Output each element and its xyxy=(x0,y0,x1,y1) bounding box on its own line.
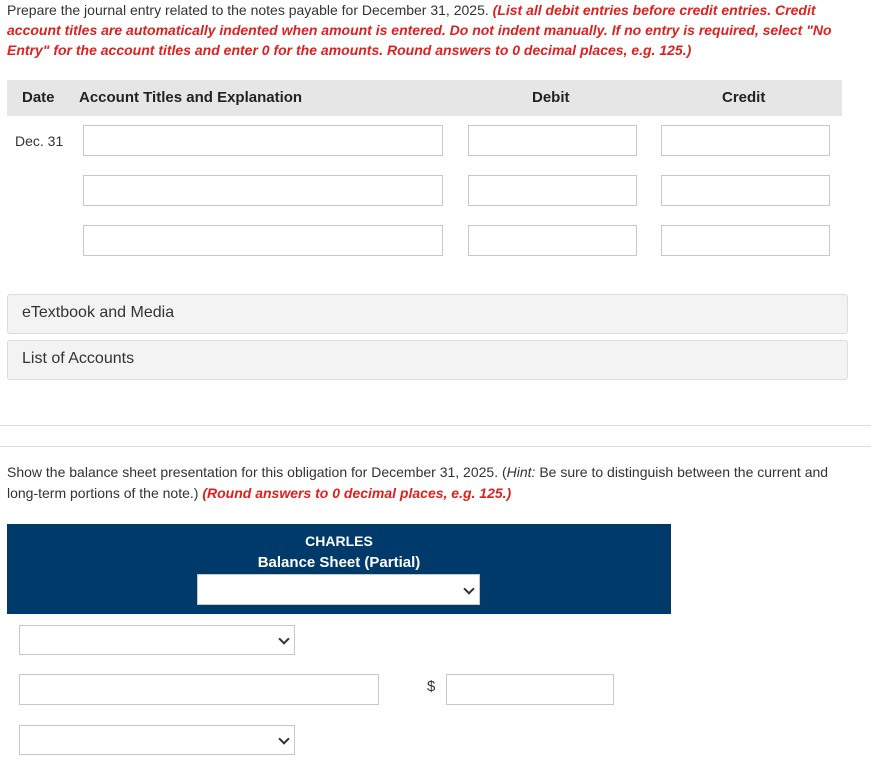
chevron-down-icon xyxy=(278,633,289,644)
list-of-accounts-label: List of Accounts xyxy=(22,350,135,367)
date-select[interactable] xyxy=(197,574,480,605)
journal-instructions xyxy=(7,0,857,60)
journal-header xyxy=(7,80,842,116)
company-name: CHARLES xyxy=(305,533,373,549)
etextbook-media-label: eTextbook and Media xyxy=(22,304,175,321)
balance-sheet-amount-input[interactable] xyxy=(446,674,614,705)
debit-input-2[interactable] xyxy=(468,175,637,206)
header-debit: Debit xyxy=(532,89,570,106)
etextbook-media-panel[interactable] xyxy=(7,294,848,334)
balance-sheet-item-input[interactable] xyxy=(19,674,379,705)
chevron-down-icon xyxy=(278,733,289,744)
statement-title: Balance Sheet (Partial) xyxy=(257,554,421,571)
divider xyxy=(0,425,871,426)
header-credit: Credit xyxy=(722,89,766,106)
debit-input-3[interactable] xyxy=(468,225,637,256)
journal-date: Dec. 31 xyxy=(15,133,64,149)
divider xyxy=(0,446,871,447)
currency-symbol: $ xyxy=(427,678,436,695)
instructions-note: (List all debit entries before credit entries. Credit account titles are automatically indented when amount is entered. Do not indent manually. If no entry is required, select "No Entry" for the account titles and enter 0 for the amounts. Round answers to 0 decimal places, e.g. 125.) xyxy=(7,2,832,58)
balance-sheet-banner xyxy=(7,524,671,614)
q2-lead: Show the balance sheet presentation for this obligation for December 31, 2025. ( xyxy=(7,464,507,480)
header-account: Account Titles and Explanation xyxy=(79,89,303,106)
list-of-accounts-panel[interactable] xyxy=(7,340,848,380)
q2-note: (Round answers to 0 decimal places, e.g. 125.) xyxy=(202,485,512,501)
credit-input-2[interactable] xyxy=(661,175,830,206)
debit-input-1[interactable] xyxy=(468,125,637,156)
credit-input-3[interactable] xyxy=(661,225,830,256)
q2-hint-text: Be sure to distinguish between the current and long-term portions of the note.) xyxy=(7,464,829,501)
balance-sheet-instructions xyxy=(7,462,862,504)
instructions-lead: Prepare the journal entry related to the notes payable for December 31, 2025. xyxy=(7,2,493,18)
q2-hint-label: Hint: xyxy=(506,464,536,480)
account-title-input-3[interactable] xyxy=(83,225,443,256)
header-date: Date xyxy=(22,89,55,106)
account-title-input-2[interactable] xyxy=(83,175,443,206)
account-category-select-1[interactable] xyxy=(19,625,295,655)
account-title-input-1[interactable] xyxy=(83,125,443,156)
credit-input-1[interactable] xyxy=(661,125,830,156)
account-category-select-2[interactable] xyxy=(19,725,295,755)
chevron-down-icon xyxy=(463,583,474,594)
